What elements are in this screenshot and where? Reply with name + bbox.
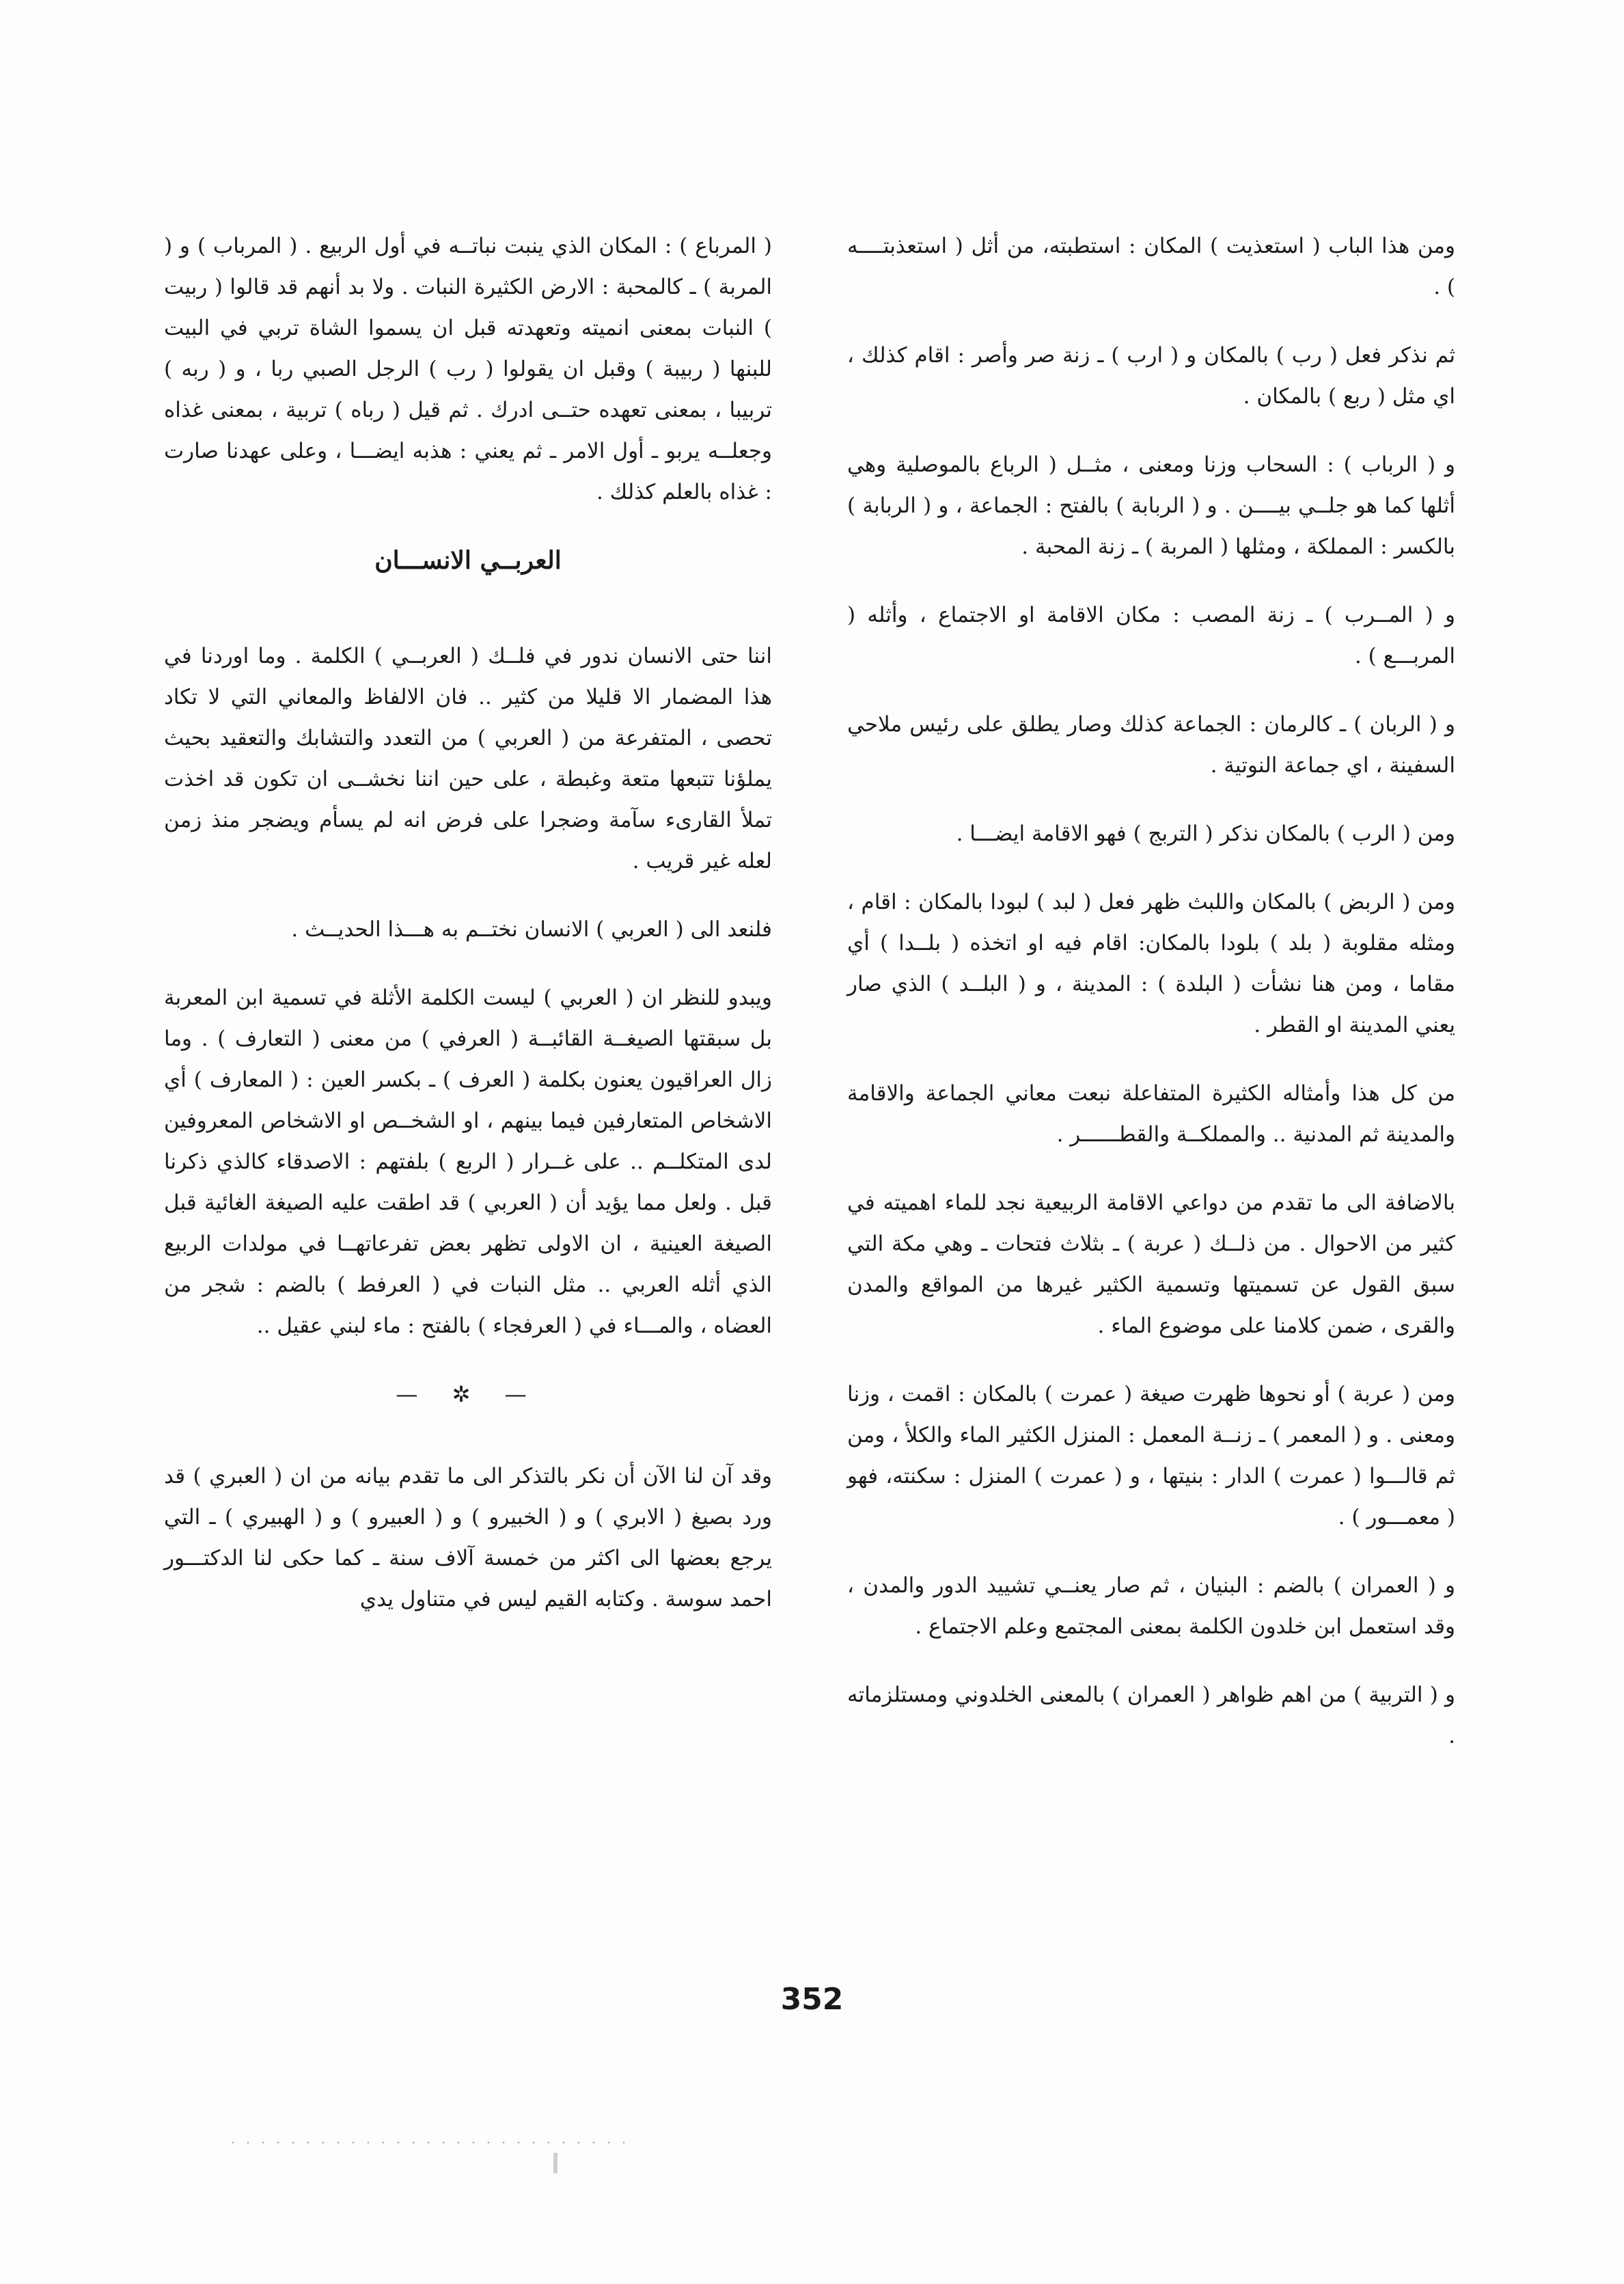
paragraph: و ( الربان ) ـ كالرمان : الجماعة كذلك وصار يطلق على رئيس ملاحي السفينة ، اي جماعة النوتية . bbox=[847, 712, 1455, 778]
paragraph: من كل هذا وأمثاله الكثيرة المتفاعلة نبعت معاني الجماعة والاقامة والمدينة ثم المدنية .. والمملكــة والقطــــــر . bbox=[847, 1081, 1455, 1147]
paragraph: ( المرباع ) : المكان الذي ينبت نباتــه في أول الربيع . ( المرباب ) و ( المربة ) ـ كالمحبة : الارض الكثيرة النبات . ولا بد أنهم قد قالوا ( ربيت ) النبات بمعنى انميته وتعهدته قبل ان يسموا الشاة تربي في البيت للبنها ( ربيبة ) وقبل ان يقولوا ( رب ) الرجل الصبي ربا ، و ( ربه ) تربيبا ، بمعنى تعهده حتــى ادرك . ثم قيل ( رباه ) تربية ، بمعنى غذاه وجعلــه يربو ـ أول الامر ـ ثم يعني : هذبه ايضـــا ، وعلى عهدنا صارت : غذاه بالعلم كذلك . bbox=[164, 234, 772, 504]
paragraph: و ( المــرب ) ـ زنة المصب : مكان الاقامة او الاجتماع ، وأثله ( المربـــع ) . bbox=[847, 603, 1455, 668]
page-number: 352 bbox=[780, 1982, 844, 2017]
paragraph: و ( الرباب ) : السحاب وزنا ومعنى ، مثــل ( الرباع بالموصلية وهي أثلها كما هو جلــي بيــــن . و ( الربابة ) بالفتح : الجماعة ، و ( الربابة ) بالكسر : المملكة ، ومثلها ( المربة ) ـ زنة المحبة . bbox=[847, 452, 1455, 559]
left-column bbox=[164, 226, 772, 1647]
paragraph: و ( العمران ) بالضم : البنيان ، ثم صار يعنــي تشييد الدور والمدن ، وقد استعمل ابن خلدون الكلمة بمعنى المجتمع وعلم الاجتماع . bbox=[847, 1573, 1456, 1639]
paragraph: اننا حتى الانسان ندور في فلــك ( العربــي ) الكلمة . وما اوردنا في هذا المضمار الا قليلا من كثير .. فان الالفاظ والمعاني التي لا تكاد تحصى ، المتفرعة من ( العربي ) من التعدد والتشابك والتعقيد بحيث يملؤنا تتبعها متعة وغبطة ، على حين اننا نخشــى ان تكون قد اخذت تملأ القارىء سآمة وضجرا على فرض انه لم يسأم ويضجر منذ زمن لعله غير قريب . bbox=[164, 644, 772, 873]
paragraph: و ( التربية ) من اهم ظواهر ( العمران ) بالمعنى الخلدوني ومستلزماته . bbox=[847, 1683, 1455, 1748]
section-divider-ornament: — ✲ — bbox=[396, 1381, 540, 1407]
paragraph: ومن هذا الباب ( استعذيت ) المكان : استطبته، من أثل ( استعذبتــــه ) . bbox=[847, 234, 1455, 299]
paragraph: ومن ( الربض ) بالمكان واللبث ظهر فعل ( لبد ) لبودا بالمكان : اقام ، ومثله مقلوبة ( بلد ) بلودا بالمكان: اقام فيه او اتخذه ( بلــدا ) أي مقاما ، ومن هنا نشأت ( البلدة ) : المدينة ، و ( البلــد ) الذي صار يعني المدينة او القطر . bbox=[847, 890, 1455, 1037]
scan-artifact bbox=[553, 2153, 558, 2173]
paragraph: ويبدو للنظر ان ( العربي ) ليست الكلمة الأثلة في تسمية ابن المعربة بل سبقتها الصيغــة القائبــة ( العرفي ) من معنى ( التعارف ) . وما زال العراقيون يعنون بكلمة ( العرف ) ـ بكسر العين : ( المعارف ) أي الاشخاص المتعارفين فيما بينهم ، او الشخــص او الاشخاص المعروفين لدى المتكلــم .. على غــرار ( الربع ) بلفتهم : الاصدقاء كالذي ذكرنا قبل . ولعل مما يؤيد أن ( العربي ) قد اطقت عليه الصيغة الغائية قبل الصيغة العينية ، ان الاولى تظهر بعض تفرعاتهــا في مولدات الربيع الذي أثله العربي .. مثل النبات في ( العرفط ) بالضم : شجر من العضاه ، والمـــاء في ( العرفجاء ) بالفتح : ماء لبني عقيل .. bbox=[164, 985, 772, 1338]
paragraph: وقد آن لنا الآن أن نكر بالتذكر الى ما تقدم بيانه من ان ( العبري ) قد ورد بصيغ ( الابري ) و ( الخبيرو ) و ( العبيرو ) و ( الهبيري ) ـ التي يرجع بعضها الى اكثر من خمسة آلاف سنة ـ كما حكى لنا الدكتـــور احمد سوسة . وكتابه القيم ليس في متناول يدي bbox=[164, 1464, 772, 1612]
section-title: العربــي الانســـان bbox=[374, 546, 562, 575]
paragraph: ثم نذكر فعل ( رب ) بالمكان و ( ارب ) ـ زنة صر وأصر : اقام كذلك ، اي مثل ( ربع ) بالمكان . bbox=[847, 343, 1455, 409]
paragraph: بالاضافة الى ما تقدم من دواعي الاقامة الربيعية نجد للماء اهميته في كثير من الاحوال . من ذلــك ( عربة ) ـ بثلاث فتحات ـ وهي مكة التي سبق القول عن تسميتها وتسمية الكثير غيرها من المواقع والمدن والقرى ، ضمن كلامنا على موضوع الماء . bbox=[847, 1191, 1455, 1338]
scan-artifact bbox=[225, 2132, 635, 2153]
right-column bbox=[847, 226, 1455, 1784]
paragraph: فلنعد الى ( العربي ) الانسان نختــم به هـــذا الحديــث . bbox=[291, 917, 772, 942]
paragraph: ومن ( عربة ) أو نحوها ظهرت صيغة ( عمرت ) بالمكان : اقمت ، وزنا ومعنى . و ( المعمر ) ـ زنــة المعمل : المنزل الكثير الماء والكلأ ، ومن ثم قالـــوا ( عمرت ) الدار : بنيتها ، و ( عمرت ) المنزل : سكنته، فهو ( معمـــور ) . bbox=[847, 1382, 1455, 1530]
paragraph: ومن ( الرب ) بالمكان نذكر ( التربج ) فهو الاقامة ايضـــا . bbox=[956, 821, 1455, 846]
